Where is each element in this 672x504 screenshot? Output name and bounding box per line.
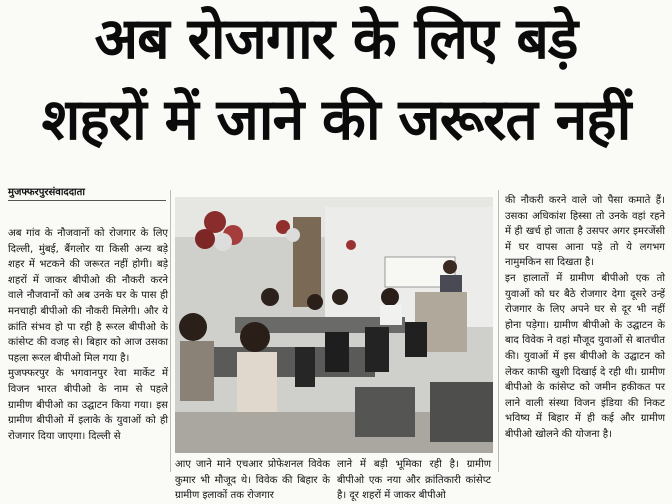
article-column-2	[175, 457, 330, 504]
classroom-photo-icon	[175, 197, 493, 453]
headline-line-1: अब रोजगार के लिए बड़े	[94, 6, 578, 72]
byline: मुजफ्फरपुरसंवाददाता	[8, 184, 166, 201]
article-column-1	[8, 226, 168, 444]
column-rule	[498, 190, 499, 472]
paragraph: आए जाने माने एचआर प्रोफेशनल विवेक कुमार भी मौजूद थे। विवेक की बिहार के ग्रामीण इलाकों तक रोजगार	[175, 459, 330, 502]
paragraph: लाने में बड़ी भूमिका रही है। ग्रामीण बीपीओ एक नया और क्रांतिकारी कांसेप्ट है। दूर शहरों में जाकर बीपीओ	[337, 459, 491, 502]
article-column-4	[505, 193, 665, 443]
column-rule	[170, 190, 171, 472]
paragraph: मुजफ्फरपुर के भगवानपुर रेवा मार्केट में विजन भारत बीपीओ के नाम से पहले ग्रामीण बीपीओ का उद्घाटन किया गया। इस ग्रामीण बीपीओ में इलाके के युवाओं को ही रोजगार दिया जाएगा। दिल्ली से	[8, 368, 168, 442]
paragraph: इन हालातों में ग्रामीण बीपीओ एक तो युवाओं को घर बैठे रोजगार देगा दूसरे उन्हें रोजगार के लिए अपने घर से दूर भी नहीं होना पड़ेगा। ग्रामीण बीपीओ के उद्घाटन के बाद विवेक ने वहां मौजूद युवाओं से बातचीत की। युवाओं में इस बीपीओ के उद्घाटन को लेकर काफी खुशी दिखाई दे रही थी। ग्रामीण बीपीओ के कांसेप्ट को जमीन हकीकत पर लाने वाली संस्था विजन इंडिया की निकट भविष्य में बिहार में ही कई और ग्रामीण बीपीओ खोलने की योजना है।	[505, 272, 665, 440]
paragraph: अब गांव के नौजवानों को रोजगार के लिए दिल्ली, मुंबई, बैंगलोर या किसी अन्य बड़े शहर में भटकने की जरूरत नहीं होगी। बड़े शहरों में जाकर बीपीओ की नौकरी करने वाले नौजवानों को अब उनके घर के पास ही मनचाही बीपीओ की नौकरी मिलेगी। और ये क्रांति संभव हो पा रही है रूरल बीपीओ के कांसेप्ट की वजह से। बिहार को आज उसका पहला रूरल बीपीओ मिल गया है।	[8, 228, 168, 364]
classroom-photo	[175, 197, 493, 453]
article-column-3	[337, 457, 491, 504]
paragraph: की नौकरी करने वाले जो पैसा कमाते हैं। उसका अधिकांश हिस्सा तो उनके वहां रहने में ही खर्च हो जाता है उसपर अगर इमरजेंसी में घर वापस आना पड़े तो ये लगभग नामुमकिन सा दिखता है।	[505, 195, 665, 269]
headline-line-2: शहरों में जाने की जरूरत नहीं	[41, 87, 631, 153]
